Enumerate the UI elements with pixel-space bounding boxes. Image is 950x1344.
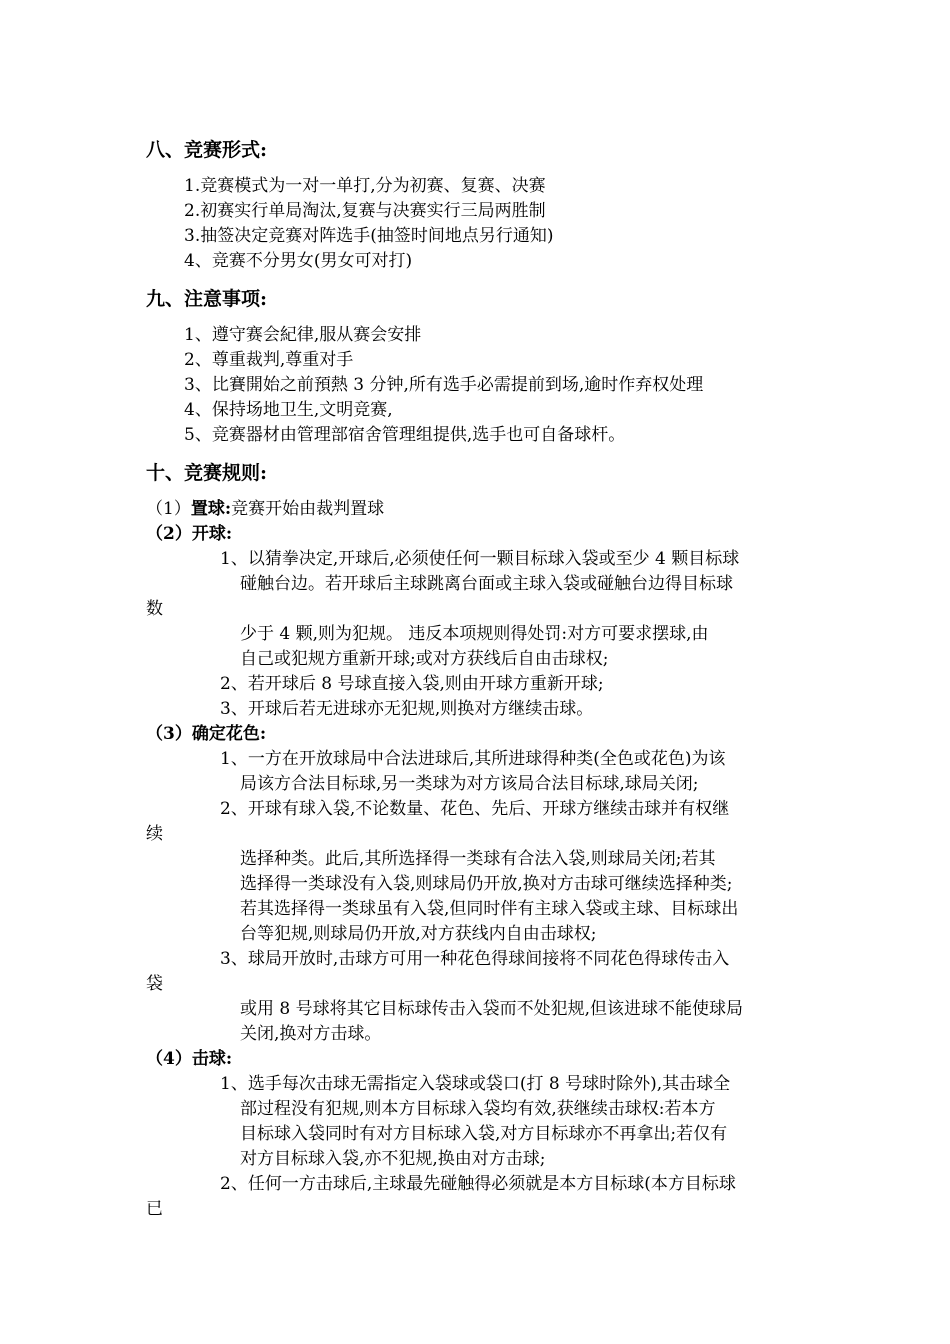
rule-3-line: 袋 [146, 974, 163, 994]
rule-4-line: 目标球入袋同时有对方目标球入袋,对方目标球亦不再拿出;若仅有 [240, 1124, 728, 1144]
rule-2-label: （2）开球: [146, 524, 233, 544]
rule-3-label: （3）确定花色: [146, 724, 267, 744]
section-8-item-3: 3.抽签决定竞赛对阵选手(抽签时间地点另行通知) [184, 226, 554, 246]
section-8-heading: 八、竞赛形式: [146, 139, 268, 161]
rule-4-line: 2、任何一方击球后,主球最先碰触得必须就是本方目标球(本方目标球 [220, 1174, 736, 1194]
rule-2-line: 2、若开球后 8 号球直接入袋,则由开球方重新开球; [220, 674, 604, 694]
rule-4-line: 1、选手每次击球无需指定入袋球或袋口(打 8 号球时除外),其击球全 [220, 1074, 731, 1094]
section-8-item-1: 1.竞赛模式为一对一单打,分为初赛、复赛、决赛 [184, 176, 546, 196]
rule-3-line: 2、开球有球入袋,不论数量、花色、先后、开球方继续击球并有权继 [220, 799, 730, 819]
rule-2-line: 自己或犯规方重新开球;或对方获线后自由击球权; [240, 649, 609, 669]
rule-1-text: 竞赛开始由裁判置球 [231, 499, 385, 519]
rule-2-line: 1、以猜拳决定,开球后,必须使任何一颗目标球入袋或至少 4 颗目标球 [220, 549, 740, 569]
section-9-heading: 九、注意事项: [146, 288, 268, 310]
rule-1-number: （1） [146, 499, 191, 519]
rule-1-title: 置球: [190, 499, 232, 519]
rule-3-line: 选择种类。此后,其所选择得一类球有合法入袋,则球局关闭;若其 [240, 849, 716, 869]
rule-4-line: 已 [146, 1199, 163, 1219]
section-9-item-4: 4、保持场地卫生,文明竞赛, [184, 400, 393, 420]
section-9-item-1: 1、遵守赛会紀律,服从赛会安排 [184, 325, 422, 345]
rule-4-line: 部过程没有犯规,则本方目标球入袋均有效,获继续击球权:若本方 [240, 1099, 716, 1119]
rule-3-line: 局该方合法目标球,另一类球为对方该局合法目标球,球局关闭; [240, 774, 699, 794]
section-9-item-3: 3、比賽開始之前預熱 3 分钟,所有选手必需提前到场,逾时作弃权处理 [184, 375, 704, 395]
rule-3-line: 3、球局开放时,击球方可用一种花色得球间接将不同花色得球传击入 [220, 949, 730, 969]
rule-2-line: 碰触台边。若开球后主球跳离台面或主球入袋或碰触台边得目标球 [240, 574, 733, 594]
section-8-item-4: 4、竞赛不分男女(男女可对打) [184, 251, 413, 271]
section-8-item-2: 2.初赛实行单局淘汰,复赛与决赛实行三局两胜制 [184, 201, 546, 221]
rule-3-line: 1、一方在开放球局中合法进球后,其所进球得种类(全色或花色)为该 [220, 749, 726, 769]
section-10-heading: 十、竞赛规则: [146, 462, 268, 484]
section-9-item-5: 5、竞赛器材由管理部宿舍管理组提供,选手也可自备球杆。 [184, 425, 626, 445]
rule-4-line: 对方目标球入袋,亦不犯规,换由对方击球; [240, 1149, 546, 1169]
rule-2-line: 少于 4 颗,则为犯规。 违反本项规则得处罚:对方可要求摆球,由 [240, 624, 709, 644]
rule-3-line: 选择得一类球没有入袋,则球局仍开放,换对方击球可继续选择种类; [240, 874, 733, 894]
rule-4-label: （4）击球: [146, 1049, 233, 1069]
rule-3-line: 续 [146, 824, 163, 844]
rule-3-line: 若其选择得一类球虽有入袋,但同时伴有主球入袋或主球、目标球出 [240, 899, 739, 919]
rule-3-line: 或用 8 号球将其它目标球传击入袋而不处犯规,但该进球不能使球局 [240, 999, 744, 1019]
rule-3-line: 台等犯规,则球局仍开放,对方获线内自由击球权; [240, 924, 597, 944]
rule-2-line: 数 [146, 599, 163, 619]
section-9-item-2: 2、尊重裁判,尊重对手 [184, 350, 354, 370]
rule-2-line: 3、开球后若无进球亦无犯规,则换对方继续击球。 [220, 699, 594, 719]
rule-3-line: 关闭,换对方击球。 [240, 1024, 382, 1044]
rule-1 [146, 497, 384, 521]
